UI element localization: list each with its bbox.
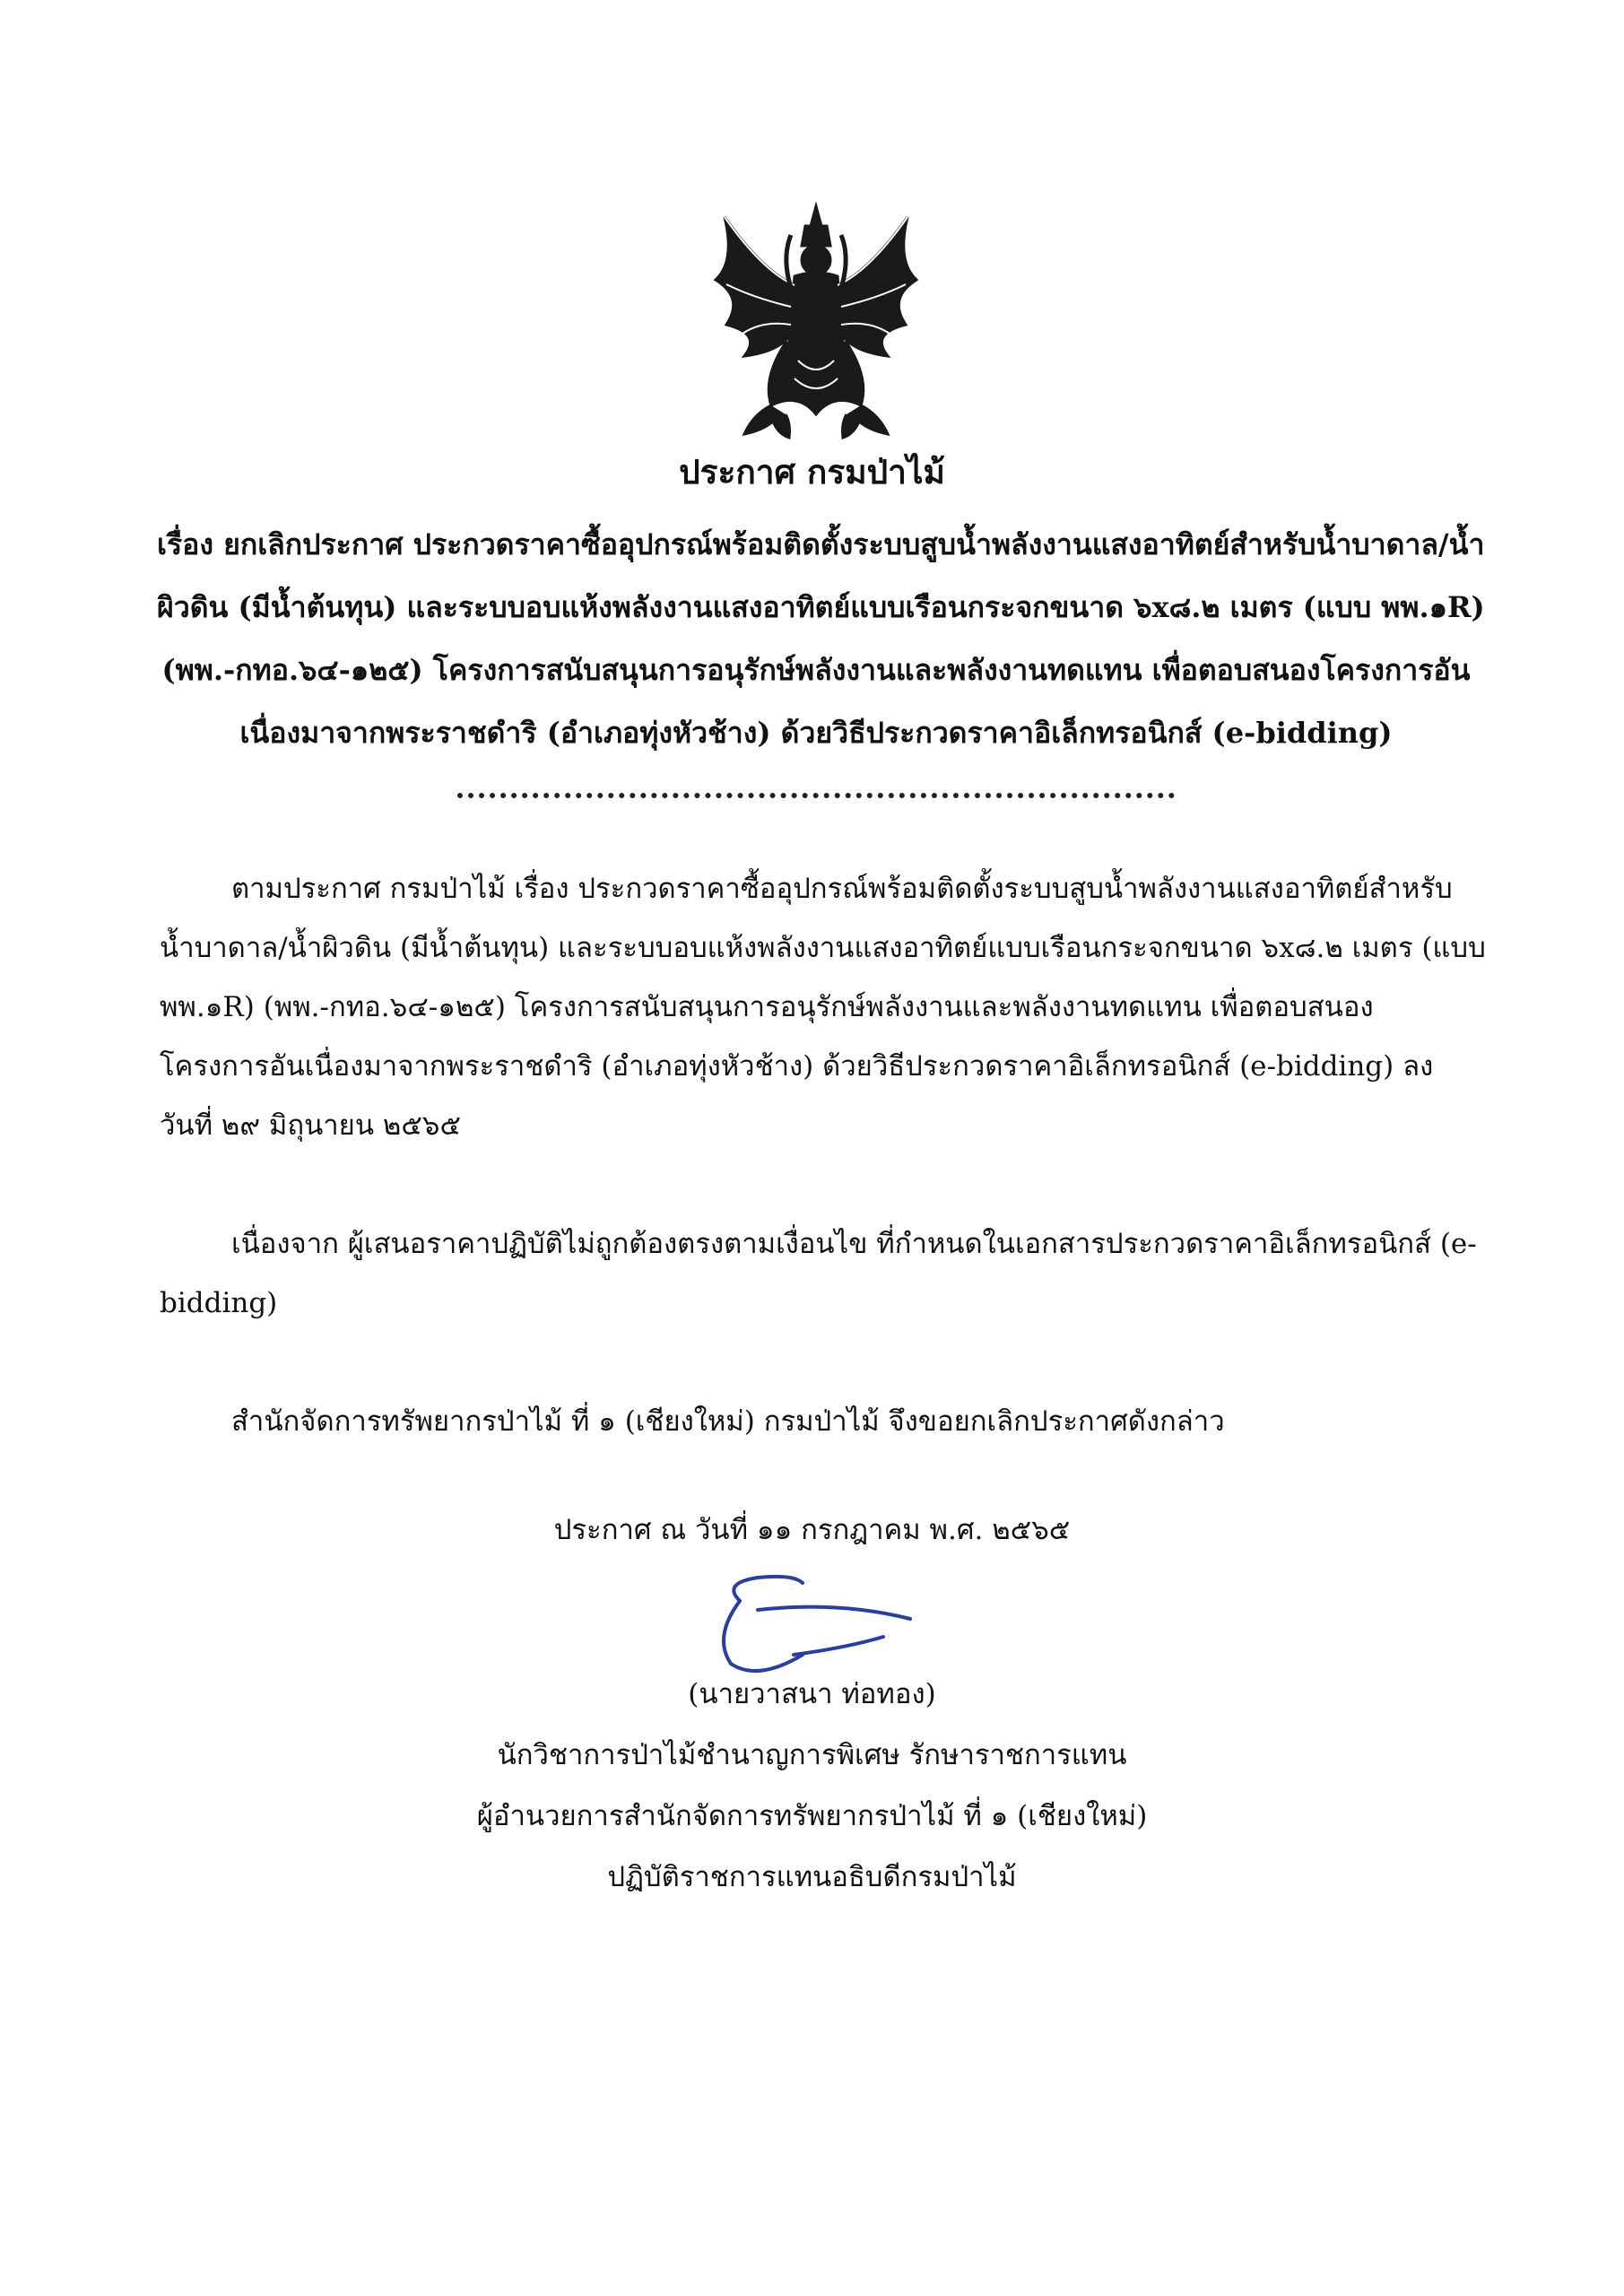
signatory-block	[0, 1664, 1624, 1908]
dotted-divider	[457, 782, 1175, 798]
paragraph-line: พพ.๑R) (พพ.-กทอ.๖๔-๑๒๕) โครงการสนับสนุนการอนุรักษ์พลังงานและพลังงานทดแทน เพื่อตอบสนอง	[160, 991, 1374, 1023]
subject-line: เรื่อง ยกเลิกประกาศ ประกวดราคาซื้ออุปกรณ์พร้อมติดตั้งระบบสูบน้ำพลังงานแสงอาทิตย์สำหรับน้ำบาดาล/น้ำ	[157, 527, 1485, 561]
paragraph-reference	[160, 859, 1486, 1155]
paragraph-line: ตามประกาศ กรมป่าไม้ เรื่อง ประกวดราคาซื้ออุปกรณ์พร้อมติดตั้งระบบสูบน้ำพลังงานแสงอาทิตย์สำหรับ	[231, 873, 1453, 905]
garuda-emblem-icon	[708, 199, 924, 441]
paragraph-line: สำนักจัดการทรัพยากรป่าไม้ ที่ ๑ (เชียงใหม่) กรมป่าไม้ จึงขอยกเลิกประกาศดังกล่าว	[231, 1405, 1225, 1438]
paragraph-line: bidding)	[160, 1287, 278, 1319]
subject-line: ผิวดิน (มีน้ำต้นทุน) และระบบอบแห้งพลังงานแสงอาทิตย์แบบเรือนกระจกขนาด ๖x๘.๒ เมตร (แบบ พพ.๑R)	[157, 590, 1485, 624]
announcement-date: ประกาศ ณ วันที่ ๑๑ กรกฎาคม พ.ศ. ๒๕๖๕	[553, 1514, 1071, 1546]
paragraph-line: วันที่ ๒๙ มิถุนายน ๒๕๖๕	[160, 1109, 461, 1142]
subject-line: (พพ.-กทอ.๖๔-๑๒๕) โครงการสนับสนุนการอนุรักษ์พลังงานและพลังงานทดแทน เพื่อตอบสนองโครงการอัน	[161, 653, 1471, 687]
signatory-title: ปฏิบัติราชการแทนอธิบดีกรมป่าไม้	[607, 1861, 1017, 1893]
paragraph-reason	[160, 1214, 1478, 1333]
paragraph-cancellation	[160, 1392, 1478, 1451]
signatory-title: นักวิชาการป่าไม้ชำนาญการพิเศษ รักษาราชการแทน	[497, 1739, 1127, 1771]
signatory-name: (นายวาสนา ท่อทอง)	[688, 1678, 936, 1710]
paragraph-line: เนื่องจาก ผู้เสนอราคาปฏิบัติไม่ถูกต้องตรงตามเงื่อนไข ที่กำหนดในเอกสารประกวดราคาอิเล็กทรอนิกส์ (e-	[231, 1228, 1477, 1260]
paragraph-line: น้ำบาดาล/น้ำผิวดิน (มีน้ำต้นทุน) และระบบอบแห้งพลังงานแสงอาทิตย์แบบเรือนกระจกขนาด ๖x๘.๒ เมตร (แบบ	[160, 932, 1486, 964]
document-subject	[157, 513, 1485, 764]
subject-line: เนื่องมาจากพระราชดำริ (อำเภอทุ่งหัวช้าง) ด้วยวิธีประกวดราคาอิเล็กทรอนิกส์ (e-bidding)	[239, 716, 1393, 750]
paragraph-line: โครงการอันเนื่องมาจากพระราชดำริ (อำเภอทุ่งหัวช้าง) ด้วยวิธีประกวดราคาอิเล็กทรอนิกส์ (e-bidding) ลง	[160, 1050, 1434, 1083]
document-title: ประกาศ กรมป่าไม้	[679, 452, 945, 491]
signatory-title: ผู้อำนวยการสำนักจัดการทรัพยากรป่าไม้ ที่ ๑ (เชียงใหม่)	[476, 1800, 1148, 1832]
